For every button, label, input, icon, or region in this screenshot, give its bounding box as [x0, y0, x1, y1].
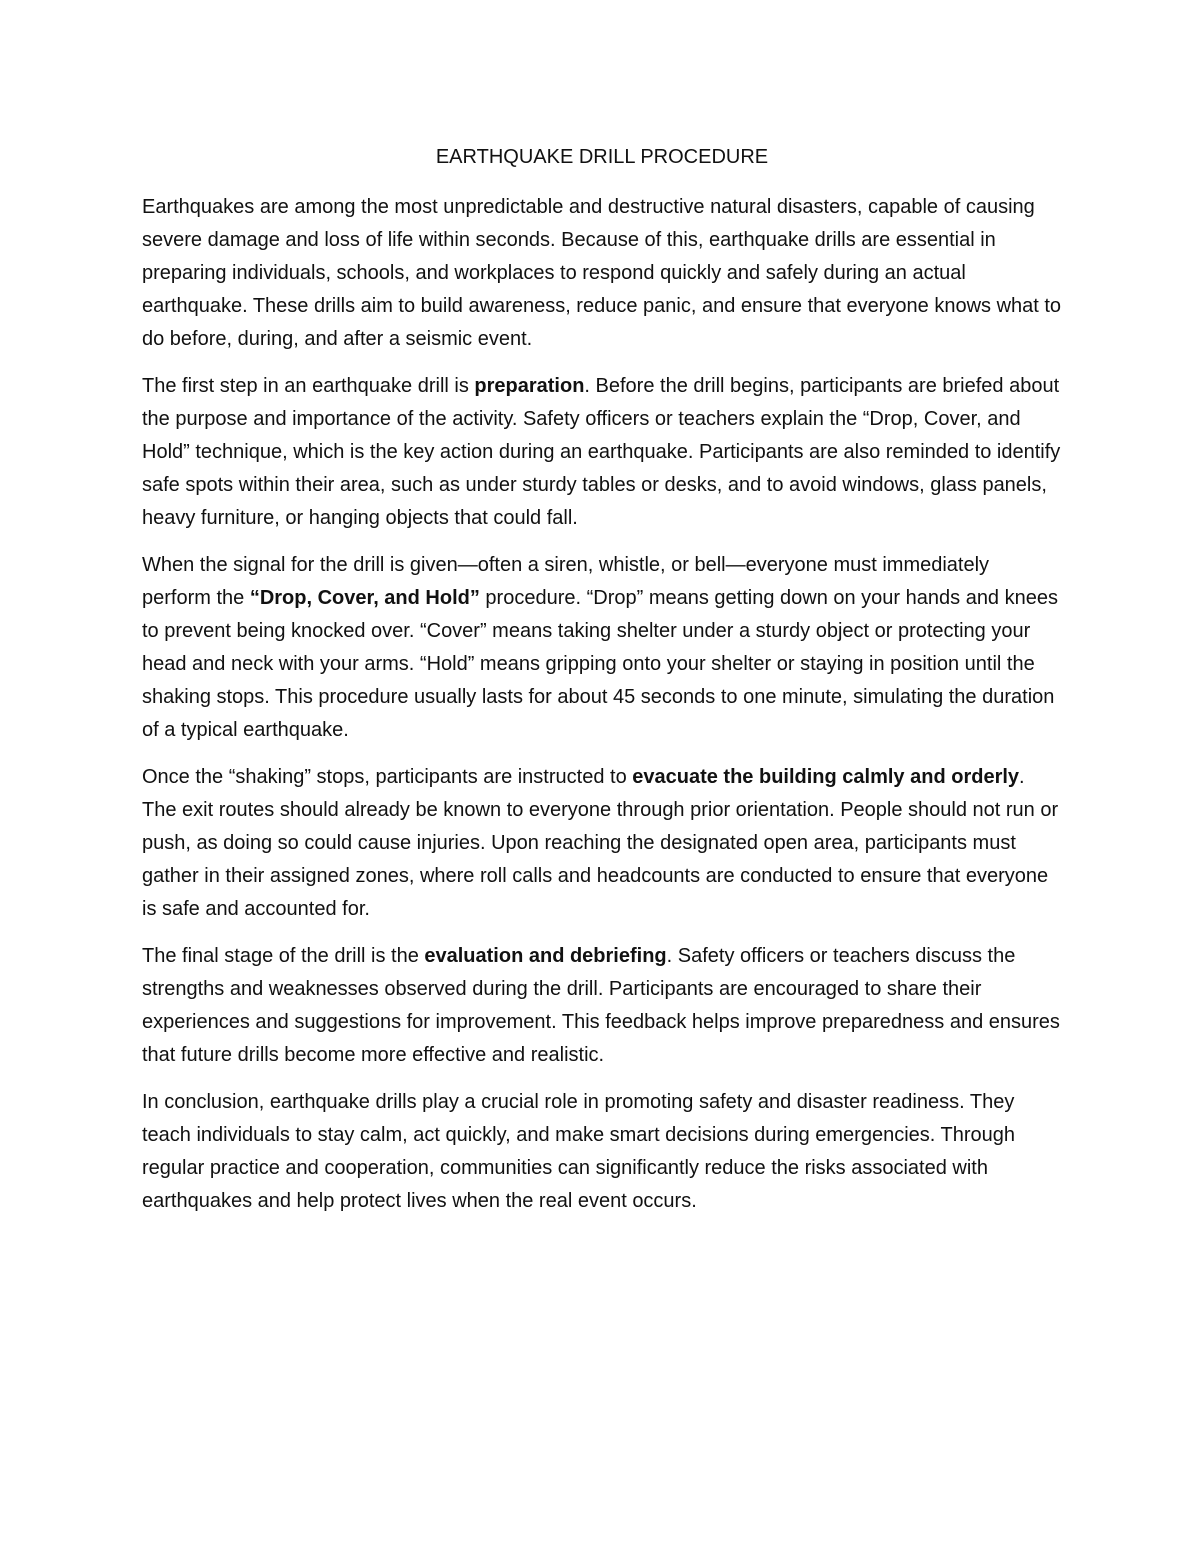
- paragraph-text-before: When the signal for the drill is given—often a siren, whistle, or bell—everyone must immediately perform the: [142, 554, 990, 609]
- document-title: EARTHQUAKE DRILL PROCEDURE: [435, 146, 769, 168]
- paragraph-evacuation: [142, 761, 1062, 926]
- paragraph-text-after: . Before the drill begins, participants are briefed about the purpose and importance of the activity. Safety officers or teachers explain the “Drop, Cover, and Hold” technique, which is the key action during an earthquake. Participants are also reminded to identify safe spots within their area, such as under sturdy tables or desks, and to avoid windows, glass panels, heavy furniture, or hanging objects that could fall.: [142, 375, 1061, 529]
- paragraph-text-after: . Safety officers or teachers discuss the strengths and weaknesses observed during the drill. Participants are encouraged to share their experiences and suggestions for improvement. This feedback helps improve preparedness and ensures that future drills become more effective and realistic.: [142, 945, 1060, 1066]
- bold-term-drop-cover-hold: “Drop, Cover, and Hold”: [249, 587, 480, 609]
- bold-term-evacuate: evacuate the building calmly and orderly: [632, 766, 1020, 788]
- paragraph-text-after: . The exit routes should already be known to everyone through prior orientation. People should not run or push, as doing so could cause injuries. Upon reaching the designated open area, participants must gather in their assigned zones, where roll calls and headcounts are conducted to ensure that everyone is safe and accounted for.: [142, 766, 1059, 920]
- paragraph-text: Earthquakes are among the most unpredictable and destructive natural disasters, capable of causing severe damage and loss of life within seconds. Because of this, earthquake drills are essential in preparing individuals, schools, and workplaces to respond quickly and safely during an actual earthquake. These drills aim to build awareness, reduce panic, and ensure that everyone knows what to do before, during, and after a seismic event.: [142, 196, 1062, 350]
- paragraph-text: In conclusion, earthquake drills play a crucial role in promoting safety and disaster readiness. They teach individuals to stay calm, act quickly, and make smart decisions during emergencies. Through regular practice and cooperation, communities can significantly reduce the risks associated with earthquakes and help protect lives when the real event occurs.: [142, 1091, 1016, 1212]
- paragraph-text-after: procedure. “Drop” means getting down on your hands and knees to prevent being knocked over. “Cover” means taking shelter under a sturdy object or protecting your head and neck with your arms. “Hold” means gripping onto your shelter or staying in position until the shaking stops. This procedure usually lasts for about 45 seconds to one minute, simulating the duration of a typical earthquake.: [142, 587, 1058, 741]
- paragraph-evaluation: [142, 940, 1062, 1072]
- paragraph-text-before: Once the “shaking” stops, participants are instructed to: [142, 766, 633, 788]
- document-body: [142, 141, 1062, 1232]
- bold-term-preparation: preparation: [474, 375, 585, 397]
- paragraph-text-before: The first step in an earthquake drill is: [142, 375, 475, 397]
- paragraph-introduction: [142, 191, 1062, 356]
- paragraph-drop-cover-hold: [142, 549, 1062, 747]
- paragraph-conclusion: [142, 1086, 1062, 1218]
- bold-term-evaluation: evaluation and debriefing: [424, 945, 667, 967]
- paragraph-preparation: [142, 370, 1062, 535]
- paragraph-text-before: The final stage of the drill is the: [142, 945, 425, 967]
